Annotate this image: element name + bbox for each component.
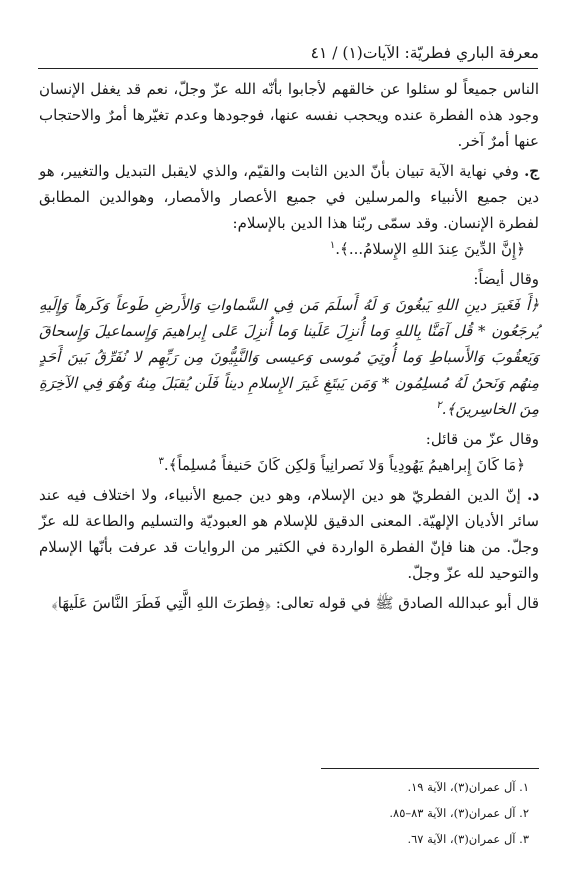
item-label: ج. — [524, 162, 539, 180]
paragraph — [39, 158, 539, 236]
verse-text: ﴿أَ فَغَيرَ دينِ اللهِ يَبغُونَ وَ لَهُ أَسلَمَ مَن فِي السَّماواتِ وَالأَرضِ طَوعاً وَكَرهاً وَإِلَيهِ يُرجَعُون * قُل آمَنَّا بِاللهِ وَما أُنزِلَ عَلَينا وَما أُنزِلَ عَلى إِبراهيمَ وَإِسماعيلَ وَإِسحاقَ وَيَعقُوبَ وَالأَسباطِ وَما أُوتِيَ مُوسى وَعيسى وَالنَّبِيُّونَ مِن رَبِّهِم لا نُفَرِّقُ بَينَ أَحَدٍ مِنهُم وَنَحنُ لَهُ مُسلِمُون * وَمَن يَبتَغِ غَيرَ الإِسلامِ ديناً فَلَن يُقبَلَ مِنهُ وَهُوَ فِي الآخِرَةِ مِنَ الخاسِرينَ﴾. — [39, 296, 539, 418]
verse-text: ﴿إِنَّ الدِّينَ عِندَ اللهِ الإِسلامُ...﴾. — [335, 240, 525, 258]
paragraph: الناس جميعاً لو سئلوا عن خالقهم لأجابوا بأنّه الله عزّ وجلّ، نعم قد يغفل الإنسان وجود هذه الفطرة عنده ويحجب نفسه عنها، فوجودها وعدم تغيّرها أمرٌ والاحتجاب عنها أمرٌ آخر. — [39, 80, 539, 150]
footnote-ref[interactable]: ٣ — [158, 456, 164, 467]
quran-verse — [39, 236, 539, 262]
running-header: معرفة الباري فطريّة: الآيات(١) / ٤١ — [310, 44, 539, 62]
footnotes — [229, 774, 529, 852]
paragraph — [39, 482, 539, 586]
item-label: د. — [527, 486, 539, 504]
footnote-ref[interactable]: ٢ — [436, 400, 442, 411]
header-rule — [38, 68, 538, 69]
main-text — [39, 76, 539, 616]
quran-verse — [39, 452, 539, 478]
paragraph-text: إنّ الدين الفطريّ هو دين الإسلام، وهو دين جميع الأنبياء، ولا اختلاف فيه عند سائر الأديان الإلهيّة. المعنى الدقيق للإسلام هو العبوديّة والتسليم والطاعة لله عزّ وجلّ. من هنا فإنّ الفطرة الواردة في الكثير من الروايات قد عرفت بأنّها الإسلام والتوحيد لله عزّ وجلّ. — [39, 486, 539, 582]
paragraph: وقال أيضاً: — [473, 270, 539, 288]
paragraph: قال أبو عبدالله الصادق ﷺ في قوله تعالى: ﴿فِطرَتَ اللهِ الَّتِي فَطَرَ النَّاسَ عَلَيهَا﴾ — [51, 594, 539, 612]
footnote: ٣. آل عمران(٣)، الآية ٦٧. — [407, 832, 529, 846]
verse-text: ﴿مَا كَانَ إِبراهيمُ يَهُودِياً وَلا نَصرانِياً وَلكِن كَانَ حَنيفاً مُسلِماً﴾. — [163, 456, 525, 474]
footnote-ref[interactable]: ١ — [329, 240, 336, 251]
footnote-rule — [321, 768, 539, 769]
paragraph: وقال عزّ من قائل: — [425, 430, 539, 448]
footnote: ٢. آل عمران(٣)، الآية ٨٣–٨٥. — [389, 806, 529, 820]
footnote: ١. آل عمران(٣)، الآية ١٩. — [407, 780, 529, 794]
quran-verse — [39, 292, 539, 422]
paragraph-text: وفي نهاية الآية تبيان بأنّ الدين الثابت والقيّم، والذي لايقبل التبديل والتغيير، هو دين جميع الأنبياء والمرسلين في جميع الأعصار والأمصار، وهوالدين المطابق لفطرة الإنسان. وقد سمّى ربّنا هذا الدين بالإسلام: — [39, 162, 539, 232]
